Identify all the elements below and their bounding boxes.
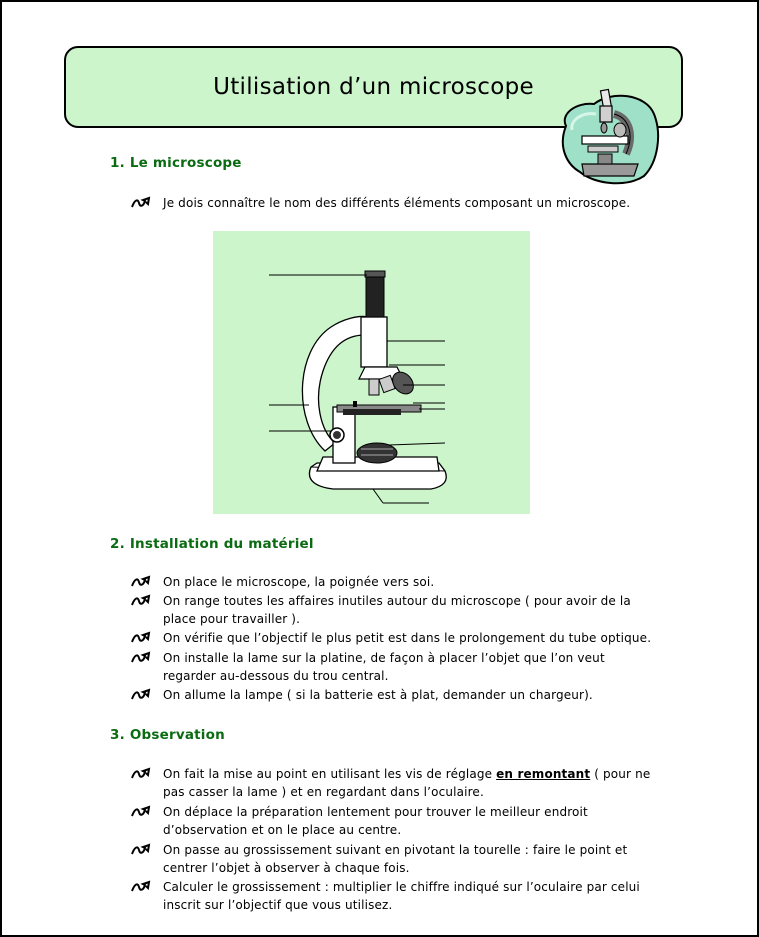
section-number: 1 <box>110 155 120 171</box>
list-item-text: centrer l’objet à observer à chaque fois. <box>163 861 410 875</box>
emphasis-text: en remontant <box>496 767 591 781</box>
section-2-heading <box>110 536 314 552</box>
list-item-text <box>163 767 650 781</box>
section-1-heading <box>110 155 242 171</box>
list-item-text: Je dois connaître le nom des différents éléments composant un microscope. <box>163 196 631 210</box>
section-title-text: Le microscope <box>129 155 242 171</box>
section-number: 2 <box>110 536 120 552</box>
list-item-text: inscrit sur l’objectif que vous utilisez. <box>163 898 393 912</box>
list-item-text: On passe au grossissement suivant en pivotant la tourelle : faire le point et <box>163 843 628 857</box>
scroll-arrow-icon <box>130 767 152 781</box>
scroll-arrow-icon <box>130 575 152 589</box>
scroll-arrow-icon <box>130 843 152 857</box>
scroll-arrow-icon <box>130 688 152 702</box>
section-number: 3 <box>110 727 120 743</box>
microscope-clipart-icon <box>554 84 662 188</box>
scroll-arrow-icon <box>130 805 152 819</box>
list-item-text: On installe la lame sur la platine, de façon à placer l’objet que l’on veut <box>163 651 605 665</box>
list-item-text-part: ( pour ne <box>590 767 651 781</box>
scroll-arrow-icon <box>130 196 152 210</box>
list-item-text: regarder au-dessous du trou central. <box>163 669 389 683</box>
section-separator: . <box>119 727 130 743</box>
list-item-text: On vérifie que l’objectif le plus petit est dans le prolongement du tube optique. <box>163 631 652 645</box>
scroll-arrow-icon <box>130 594 152 608</box>
list-item-text: pas casser la lame ) et en regardant dans l’oculaire. <box>163 785 484 799</box>
list-item-text-part: On fait la mise au point en utilisant les vis de réglage <box>163 767 497 781</box>
list-item-text: Calculer le grossissement : multiplier le chiffre indiqué sur l’oculaire par celui <box>163 880 640 894</box>
microscope-diagram <box>213 231 530 514</box>
list-item-text: On place le microscope, la poignée vers soi. <box>163 575 435 589</box>
section-3-heading <box>110 727 225 743</box>
list-item-text: On allume la lampe ( si la batterie est à plat, demander un chargeur). <box>163 688 593 702</box>
scroll-arrow-icon <box>130 651 152 665</box>
section-separator: . <box>119 536 130 552</box>
list-item-text: d’observation et on le place au centre. <box>163 823 402 837</box>
section-title-text: Installation du matériel <box>129 536 314 552</box>
page-title: Utilisation d’un microscope <box>213 74 534 100</box>
list-item-text: On range toutes les affaires inutiles autour du microscope ( pour avoir de la <box>163 594 631 608</box>
list-item-text: On déplace la préparation lentement pour trouver le meilleur endroit <box>163 805 588 819</box>
scroll-arrow-icon <box>130 880 152 894</box>
scroll-arrow-icon <box>130 631 152 645</box>
section-title-text: Observation <box>129 727 225 743</box>
section-separator: . <box>119 155 130 171</box>
list-item-text: place pour travailler ). <box>163 612 301 626</box>
